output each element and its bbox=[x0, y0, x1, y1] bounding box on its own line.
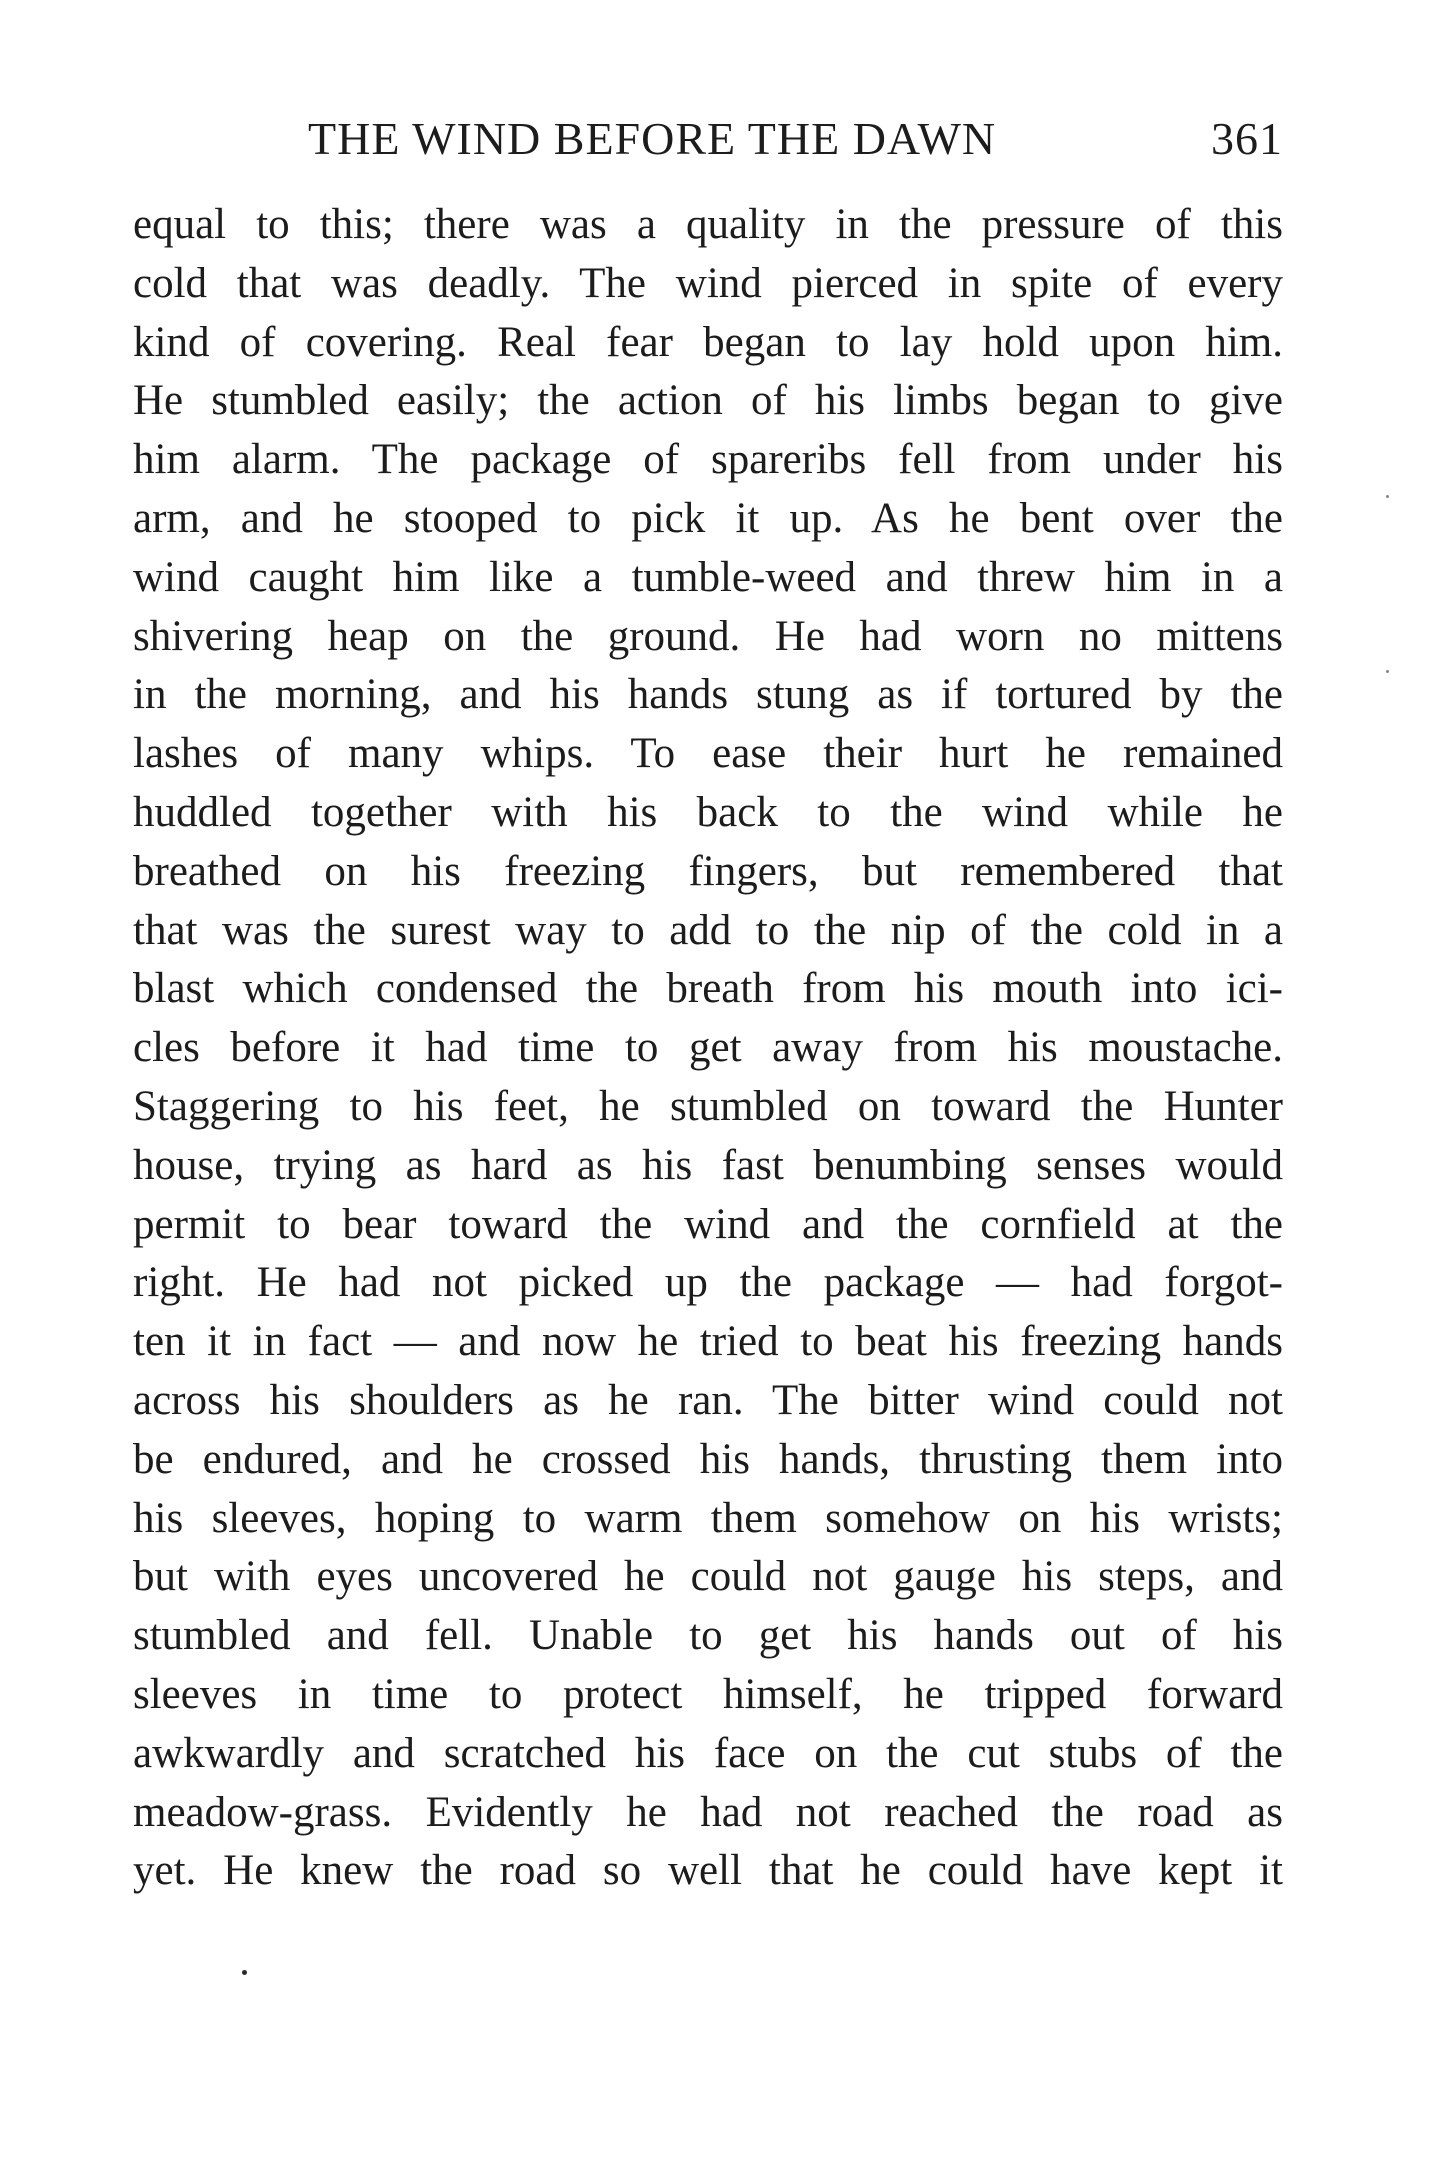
running-title: THE WIND BEFORE THE DAWN bbox=[308, 113, 997, 164]
text-line: meadow-grass. Evidently he had not reached the road as bbox=[133, 1788, 1283, 1836]
text-line: across his shoulders as he ran. The bitter wind could not bbox=[133, 1376, 1283, 1424]
text-line: him alarm. The package of spareribs fell from under his bbox=[133, 436, 1283, 484]
text-line: He stumbled easily; the action of his limbs began to give bbox=[133, 377, 1283, 425]
text-line: that was the surest way to add to the nip of the cold in a bbox=[133, 906, 1283, 954]
body-text bbox=[133, 196, 1283, 1901]
text-line: be endured, and he crossed his hands, thrusting them into bbox=[133, 1435, 1283, 1483]
text-line: awkwardly and scratched his face on the cut stubs of the bbox=[133, 1729, 1283, 1777]
text-line: yet. He knew the road so well that he could have kept it bbox=[133, 1847, 1283, 1895]
page-number: 361 bbox=[1211, 113, 1283, 164]
text-line: sleeves in time to protect himself, he tripped forward bbox=[133, 1670, 1283, 1718]
text-line: wind caught him like a tumble-weed and threw him in a bbox=[133, 553, 1283, 601]
print-speck bbox=[1386, 670, 1389, 673]
text-line: kind of covering. Real fear began to lay hold upon him. bbox=[133, 318, 1283, 366]
text-line: shivering heap on the ground. He had worn no mittens bbox=[133, 612, 1283, 660]
text-line: his sleeves, hoping to warm them somehow on his wrists; bbox=[133, 1494, 1283, 1542]
running-header bbox=[133, 112, 1283, 172]
text-line: breathed on his freezing fingers, but remembered that bbox=[133, 847, 1283, 895]
text-line: Staggering to his feet, he stumbled on toward the Hunter bbox=[133, 1082, 1283, 1130]
text-line: ten it in fact — and now he tried to beat his freezing hands bbox=[133, 1318, 1283, 1366]
text-line: house, trying as hard as his fast benumbing senses would bbox=[133, 1141, 1283, 1189]
text-line: lashes of many whips. To ease their hurt he remained bbox=[133, 730, 1283, 778]
text-line: right. He had not picked up the package — had forgot- bbox=[133, 1259, 1283, 1307]
text-line: permit to bear toward the wind and the cornfield at the bbox=[133, 1200, 1283, 1248]
text-line: huddled together with his back to the wind while he bbox=[133, 788, 1283, 836]
print-speck bbox=[1386, 495, 1389, 498]
text-line: but with eyes uncovered he could not gauge his steps, and bbox=[133, 1553, 1283, 1601]
text-line: stumbled and fell. Unable to get his hands out of his bbox=[133, 1612, 1283, 1660]
text-line: cold that was deadly. The wind pierced in spite of every bbox=[133, 259, 1283, 307]
text-line: arm, and he stooped to pick it up. As he bent over the bbox=[133, 494, 1283, 542]
text-line: equal to this; there was a quality in the pressure of this bbox=[133, 201, 1283, 248]
text-line: in the morning, and his hands stung as if tortured by the bbox=[133, 671, 1283, 719]
text-line: cles before it had time to get away from his moustache. bbox=[133, 1024, 1283, 1072]
print-speck bbox=[242, 1970, 247, 1975]
text-line: blast which condensed the breath from his mouth into ici- bbox=[133, 965, 1283, 1013]
